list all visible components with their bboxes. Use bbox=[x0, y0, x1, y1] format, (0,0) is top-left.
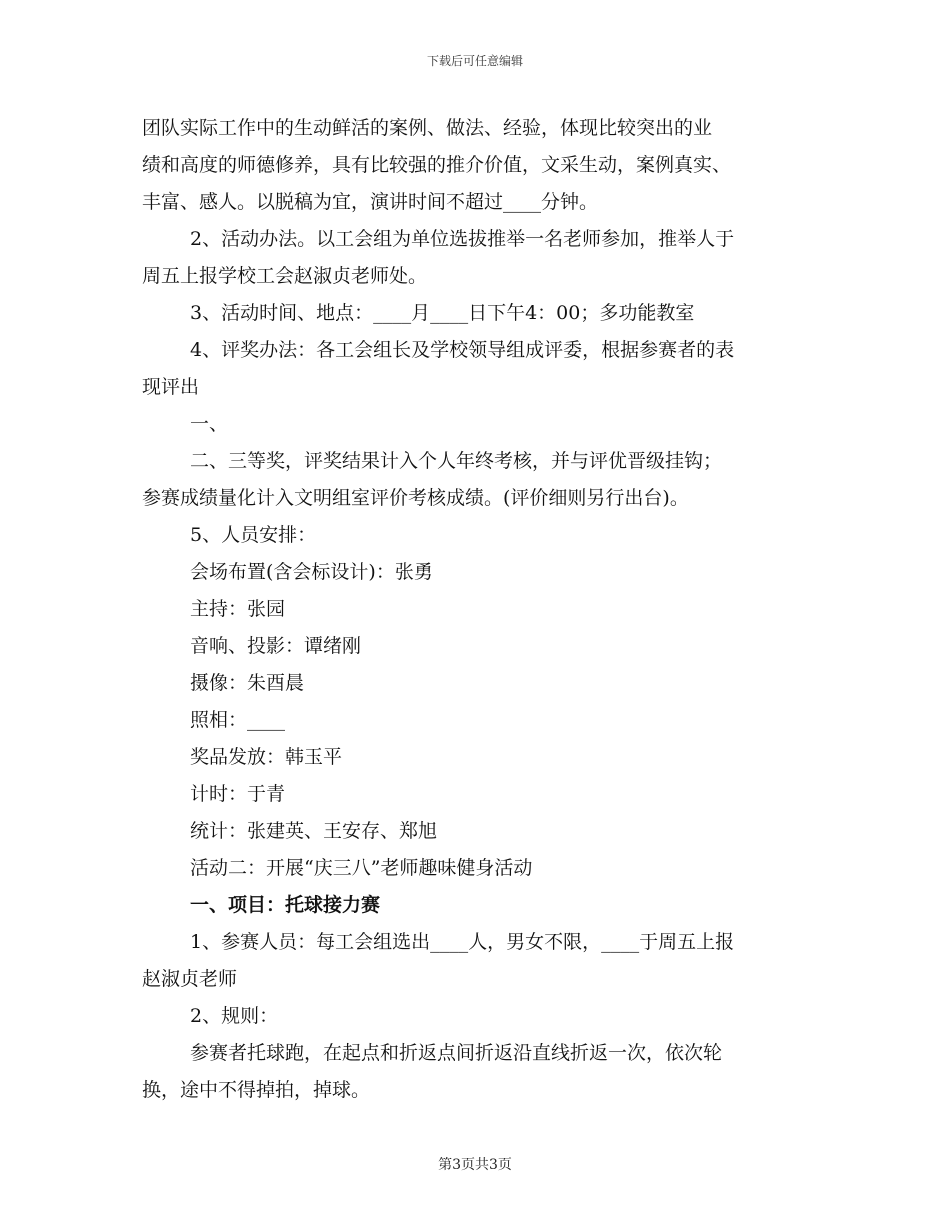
paragraph-line: 4、评奖办法：各工会组长及学校领导组成评委，根据参赛者的表 bbox=[190, 339, 735, 361]
document-body bbox=[142, 110, 810, 1109]
page-header: 下载后可任意编辑 bbox=[426, 54, 523, 68]
paragraph-line: 参赛者托球跑，在起点和折返点间折返沿直线折返一次，依次轮 bbox=[190, 1042, 723, 1064]
paragraph-line: 现评出 bbox=[142, 376, 200, 398]
paragraph-line: 二、三等奖，评奖结果计入个人年终考核，并与评优晋级挂钩； bbox=[190, 450, 723, 472]
staff-item: 计时：于青 bbox=[190, 783, 286, 805]
paragraph-line: 绩和高度的师德修养，具有比较强的推介价值，文采生动，案例真实、 bbox=[142, 154, 732, 176]
staff-item: 统计：张建英、王安存、郑旭 bbox=[190, 820, 438, 842]
paragraph-line: 换，途中不得掉拍，掉球。 bbox=[142, 1079, 371, 1101]
paragraph-line: 周五上报学校工会赵淑贞老师处。 bbox=[142, 265, 428, 287]
page-footer: 第3页共3页 bbox=[438, 1157, 512, 1173]
paragraph-line: 参赛成绩量化计入文明组室评价考核成绩。(评价细则另行出台)。 bbox=[142, 487, 689, 509]
staff-item: 奖品发放：韩玉平 bbox=[190, 746, 343, 768]
staff-item: 摄像：朱酉晨 bbox=[190, 672, 305, 694]
staff-item: 照相：____ bbox=[190, 709, 286, 731]
staff-item: 音响、投影：谭绪刚 bbox=[190, 635, 362, 657]
paragraph-line: 3、活动时间、地点：____月____日下午4：00；多功能教室 bbox=[190, 302, 695, 324]
paragraph-line: 1、参赛人员：每工会组选出____人，男女不限，____于周五上报 bbox=[190, 931, 735, 953]
activity-title: 活动二：开展“庆三八”老师趣味健身活动 bbox=[190, 857, 533, 879]
project-heading: 一、项目：托球接力赛 bbox=[190, 894, 381, 916]
section-heading: 5、人员安排： bbox=[190, 524, 317, 546]
paragraph-line: 赵淑贞老师 bbox=[142, 968, 238, 990]
paragraph-line: 一、 bbox=[190, 413, 229, 435]
paragraph-line: 2、活动办法。以工会组为单位选拔推举一名老师参加，推举人于 bbox=[190, 228, 735, 250]
paragraph-line: 团队实际工作中的生动鲜活的案例、做法、经验，体现比较突出的业 bbox=[142, 117, 713, 139]
section-heading: 2、规则： bbox=[190, 1005, 279, 1027]
staff-item: 主持：张园 bbox=[190, 598, 286, 620]
staff-item: 会场布置(含会标设计)：张勇 bbox=[190, 561, 433, 583]
paragraph-line: 丰富、感人。以脱稿为宜，演讲时间不超过____分钟。 bbox=[142, 191, 599, 213]
